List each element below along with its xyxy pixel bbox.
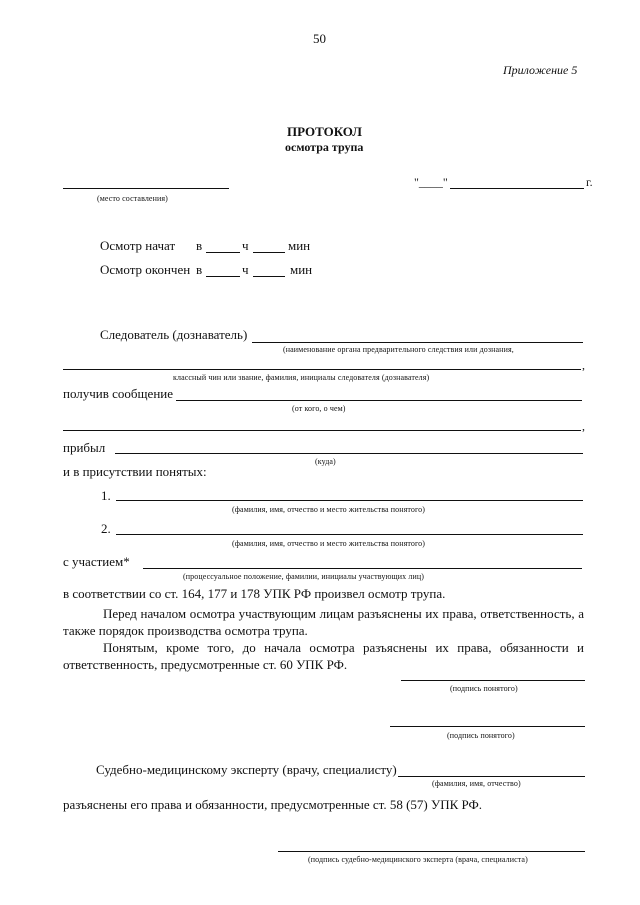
rights-paragraph-1: Перед началом осмотра участвующим лицам разъяснены их права, ответственность, а также порядок производства осмотра трупа. bbox=[63, 606, 584, 638]
expert-label: Судебно-медицинскому эксперту (врачу, специалисту) bbox=[96, 762, 397, 777]
page-number: 50 bbox=[313, 31, 326, 46]
appendix-label: Приложение 5 bbox=[503, 63, 578, 77]
arrived-field[interactable] bbox=[115, 453, 583, 454]
investigator-field-line-2[interactable] bbox=[63, 369, 581, 370]
arrived-caption: (куда) bbox=[315, 457, 336, 466]
in-label: в bbox=[196, 238, 203, 253]
witness-signature-2[interactable] bbox=[390, 726, 585, 727]
place-caption: (место составления) bbox=[97, 194, 168, 203]
document-title: ПРОТОКОЛ bbox=[287, 124, 362, 139]
hours-label: ч bbox=[242, 262, 249, 277]
year-suffix: г. bbox=[586, 175, 593, 189]
start-hours-field[interactable] bbox=[206, 252, 240, 253]
expert-rights-text: разъяснены его права и обязанности, предусмотренные ст. 58 (57) УПК РФ. bbox=[63, 797, 483, 812]
message-label: получив сообщение bbox=[63, 386, 174, 401]
participation-label: с участием* bbox=[63, 554, 130, 569]
witness-signature-1[interactable] bbox=[401, 680, 585, 681]
end-hours-field[interactable] bbox=[206, 276, 240, 277]
message-field[interactable] bbox=[176, 400, 582, 401]
witness-2-field[interactable] bbox=[116, 534, 583, 535]
document-subtitle: осмотра трупа bbox=[285, 140, 364, 154]
witness-signature-caption-2: (подпись понятого) bbox=[447, 731, 515, 740]
end-minutes-field[interactable] bbox=[253, 276, 285, 277]
comma: , bbox=[582, 358, 585, 372]
comma: , bbox=[582, 419, 585, 433]
participation-caption: (процессуальное положение, фамилии, инициалы участвующих лиц) bbox=[183, 572, 425, 581]
participation-field[interactable] bbox=[143, 568, 582, 569]
witness-2-number: 2. bbox=[101, 521, 111, 536]
in-label: в bbox=[196, 262, 203, 277]
start-minutes-field[interactable] bbox=[253, 252, 285, 253]
minutes-label: мин bbox=[290, 262, 313, 277]
witness-signature-caption-1: (подпись понятого) bbox=[450, 684, 518, 693]
expert-signature-field[interactable] bbox=[278, 851, 585, 852]
arrived-label: прибыл bbox=[63, 440, 106, 455]
investigator-caption-2: классный чин или звание, фамилия, инициалы следователя (дознавателя) bbox=[173, 373, 430, 382]
investigator-caption-1: (наименование органа предварительного следствия или дознания, bbox=[283, 345, 514, 354]
expert-signature-caption: (подпись судебно-медицинского эксперта (врача, специалиста) bbox=[308, 855, 528, 864]
expert-name-field[interactable] bbox=[398, 776, 585, 777]
date-month-field[interactable] bbox=[450, 188, 584, 189]
rights-paragraph-2: Понятым, кроме того, до начала осмотра разъяснены их права, обязанности и ответственность, предусмотренные ст. 60 УПК РФ. bbox=[63, 640, 584, 672]
investigator-label: Следователь (дознаватель) bbox=[100, 327, 248, 342]
witness-1-number: 1. bbox=[101, 488, 111, 503]
date-day-field[interactable]: "____" bbox=[414, 175, 448, 189]
witness-1-caption: (фамилия, имя, отчество и место жительства понятого) bbox=[232, 505, 426, 514]
message-field-line-2[interactable] bbox=[63, 430, 581, 431]
message-caption: (от кого, о чем) bbox=[292, 404, 346, 413]
inspection-end-label: Осмотр окончен bbox=[100, 262, 191, 277]
place-field[interactable] bbox=[63, 188, 229, 189]
investigator-field[interactable] bbox=[252, 342, 583, 343]
accordance-text: в соответствии со ст. 164, 177 и 178 УПК РФ произвел осмотр трупа. bbox=[63, 586, 446, 601]
expert-name-caption: (фамилия, имя, отчество) bbox=[432, 779, 521, 788]
minutes-label: мин bbox=[288, 238, 311, 253]
witness-2-caption: (фамилия, имя, отчество и место жительства понятого) bbox=[232, 539, 426, 548]
hours-label: ч bbox=[242, 238, 249, 253]
witness-1-field[interactable] bbox=[116, 500, 583, 501]
witnesses-label: и в присутствии понятых: bbox=[63, 464, 207, 479]
inspection-start-label: Осмотр начат bbox=[100, 238, 176, 253]
